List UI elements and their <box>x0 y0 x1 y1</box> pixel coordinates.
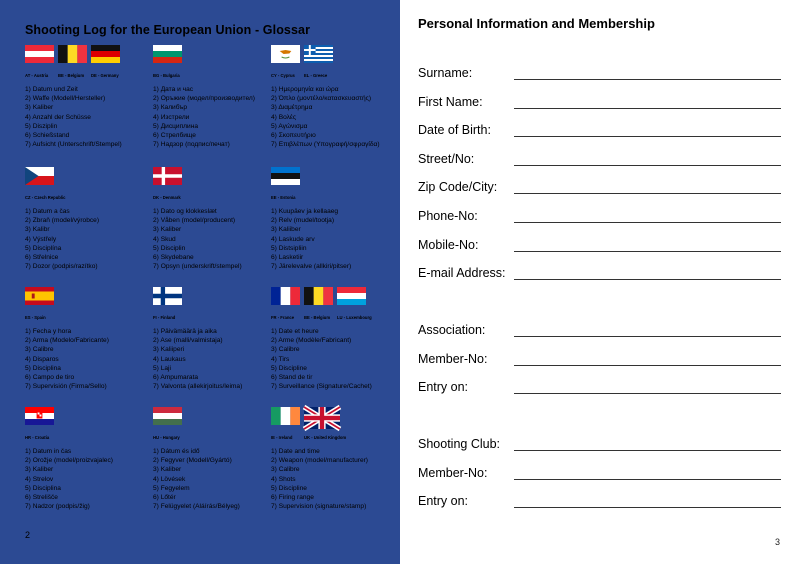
term-item: 3) Kaliber <box>25 466 54 474</box>
flag-row <box>271 45 396 71</box>
flag-hungary-icon <box>153 407 182 430</box>
term-item: 2) Waffe (Modell/Hersteller) <box>25 95 106 103</box>
glossary-block <box>271 167 396 271</box>
fill-in-line[interactable] <box>514 365 781 366</box>
country-code-row <box>153 71 278 80</box>
term-item: 1) Datum und Zeit <box>25 86 78 93</box>
form-field <box>418 95 783 115</box>
glossary-block <box>271 407 396 511</box>
form-field <box>418 180 783 200</box>
glossary-block <box>25 167 150 271</box>
term-item: 7) Dozor (podpis/razítko) <box>25 263 98 271</box>
country-code: CZ - Czech Republic <box>25 195 66 200</box>
term-list <box>25 207 150 271</box>
flag-czech-republic-icon <box>25 167 54 190</box>
country-code-row <box>271 193 396 202</box>
term-item: 5) Discipline <box>271 484 307 492</box>
term-item: 6) Firing range <box>271 494 314 502</box>
term-item: 4) Βολές <box>271 113 297 121</box>
flag-row <box>25 167 150 193</box>
country-code: BG - Bulgaria <box>153 73 180 78</box>
country-code-row <box>153 433 278 442</box>
term-item: 3) Калибър <box>153 104 188 112</box>
field-label: E-mail Address: <box>418 266 506 281</box>
glossary-block <box>153 407 278 511</box>
term-item: 3) Calibre <box>25 346 54 354</box>
country-code: EE - Estonia <box>271 195 296 200</box>
term-item: 1) Fecha y hora <box>25 328 72 335</box>
form-field <box>418 494 783 514</box>
term-list <box>153 207 278 271</box>
term-item: 5) Disciplina <box>25 484 61 492</box>
glossary-block <box>153 45 278 149</box>
form-field <box>418 466 783 486</box>
term-item: 1) Kuupäev ja kellaaeg <box>271 208 339 215</box>
form-field <box>418 437 783 457</box>
term-item: 7) Надзор (подпис/печат) <box>153 141 230 149</box>
country-code-row <box>271 71 396 80</box>
flag-estonia-icon <box>271 167 300 190</box>
term-item: 4) Anzahl der Schüsse <box>25 113 91 121</box>
term-item: 7) Nadzor (podpis/žig) <box>25 503 90 511</box>
country-code-row <box>25 433 150 442</box>
term-item: 3) Kaliber <box>153 466 182 474</box>
fill-in-line[interactable] <box>514 279 781 280</box>
glossary-block <box>153 287 278 391</box>
term-item: 7) Järelevalve (allkiri/pitser) <box>271 263 352 271</box>
flag-croatia-icon <box>25 407 54 430</box>
glossary-title: Shooting Log for the European Union - Glossar <box>25 23 311 37</box>
term-item: 4) Lövések <box>153 475 186 483</box>
country-code: FR - France <box>271 315 295 320</box>
term-item: 2) Όπλο (μοντέλο/κατασκευαστής) <box>271 95 372 103</box>
term-item: 2) Zbraň (model/výrobce) <box>25 217 100 225</box>
flag-row <box>153 407 278 433</box>
term-list <box>25 327 150 391</box>
term-item: 7) Felügyelet (Aláírás/Bélyeg) <box>153 503 240 511</box>
term-item: 6) Lőtér <box>153 494 176 502</box>
page-number-left: 2 <box>25 530 31 540</box>
term-item: 4) Skud <box>153 235 176 243</box>
term-item: 5) Laji <box>153 364 171 372</box>
country-code-row <box>25 71 150 80</box>
term-item: 6) Стрелбище <box>153 132 196 140</box>
term-item: 7) Opsyn (underskrift/stempel) <box>153 263 242 271</box>
flag-row <box>271 407 396 433</box>
field-label: Member-No: <box>418 351 488 366</box>
flag-france-icon <box>271 287 300 310</box>
country-code-row <box>153 193 278 202</box>
term-item: 3) Kaliber <box>25 104 54 112</box>
country-code: FI - Finland <box>153 315 176 320</box>
term-item: 5) Дисциплина <box>153 122 199 130</box>
form-field <box>418 209 783 229</box>
term-item: 4) Disparos <box>25 355 59 363</box>
term-item: 2) Fegyver (Modell/Gyártó) <box>153 457 232 465</box>
term-item: 4) Laskude arv <box>271 235 315 243</box>
term-item: 2) Оръжие (модел/производител) <box>153 95 255 103</box>
field-label: First Name: <box>418 94 483 109</box>
term-item: 1) Päivämäärä ja aika <box>153 328 217 335</box>
term-item: 7) Aufsicht (Unterschrift/Stempel) <box>25 141 122 149</box>
flag-united-kingdom-icon <box>304 407 340 434</box>
flag-row <box>25 45 150 71</box>
term-item: 5) Discipline <box>271 364 307 372</box>
term-item: 3) Kaliber <box>153 226 182 234</box>
flag-row <box>25 287 150 313</box>
country-code: ES - Spain <box>25 315 46 320</box>
term-item: 1) Ημερομηνία και ώρα <box>271 86 339 93</box>
term-item: 2) Arma (Modelo/Fabricante) <box>25 337 109 345</box>
flag-luxembourg-icon <box>337 287 366 310</box>
term-item: 3) Calibre <box>271 346 300 354</box>
field-label: Entry on: <box>418 380 469 395</box>
term-list <box>25 447 150 511</box>
fill-in-line[interactable] <box>514 222 781 223</box>
term-item: 4) Výstřely <box>25 235 57 243</box>
field-label: Zip Code/City: <box>418 180 498 195</box>
term-item: 2) Weapon (model/manufacturer) <box>271 457 368 465</box>
term-item: 4) Laukaus <box>153 355 186 363</box>
term-item: 7) Valvonta (allekirjoitus/leima) <box>153 383 243 391</box>
term-item: 6) Strelišče <box>25 494 58 502</box>
term-item: 6) Skydebane <box>153 254 194 262</box>
term-item: 5) Distsipliin <box>271 244 307 252</box>
glossary-block <box>25 287 150 391</box>
term-item: 5) Disziplin <box>25 122 58 130</box>
term-item: 3) Kalibr <box>25 226 50 234</box>
fill-in-line[interactable] <box>514 507 781 508</box>
term-item: 7) Surveillance (Signature/Cachet) <box>271 383 372 391</box>
fill-in-line[interactable] <box>514 79 781 80</box>
term-list <box>271 327 396 391</box>
flag-greece-icon <box>304 45 333 68</box>
term-item: 7) Supervisión (Firma/Sello) <box>25 383 107 391</box>
fill-in-line[interactable] <box>514 108 781 109</box>
term-item: 5) Disciplin <box>153 244 186 252</box>
term-item: 6) Stand de tir <box>271 374 313 382</box>
country-code: CY - Cyprus <box>271 73 295 78</box>
term-item: 4) Shots <box>271 475 296 483</box>
glossary-block <box>271 45 396 149</box>
form-field <box>418 66 783 86</box>
flag-belgium-icon <box>58 45 87 68</box>
form-field <box>418 238 783 258</box>
country-code: DE - Germany <box>91 73 119 78</box>
term-item: 4) Tirs <box>271 355 290 363</box>
field-label: Mobile-No: <box>418 237 479 252</box>
flag-austria-icon <box>25 45 54 68</box>
fill-in-line[interactable] <box>514 393 781 394</box>
term-item: 5) Disciplina <box>25 364 61 372</box>
country-code-row <box>271 433 396 442</box>
flag-denmark-icon <box>153 167 182 190</box>
page-number-right: 3 <box>775 537 781 547</box>
term-item: 4) Strelov <box>25 475 54 483</box>
country-code: EL - Greece <box>304 73 328 78</box>
form-field <box>418 266 783 286</box>
fill-in-line[interactable] <box>514 450 781 451</box>
fill-in-line[interactable] <box>514 165 781 166</box>
country-code-row <box>25 193 150 202</box>
term-item: 6) Σκοπευτήριο <box>271 132 316 140</box>
term-item: 3) Διαμέτρημα <box>271 104 313 112</box>
term-item: 7) Επιβλέπων (Υπογραφή/σφραγίδα) <box>271 141 380 149</box>
flag-belgium-icon <box>304 287 333 310</box>
fill-in-line[interactable] <box>514 136 781 137</box>
flag-germany-icon <box>91 45 120 68</box>
country-code-row <box>153 313 278 322</box>
term-list <box>271 447 396 511</box>
term-item: 1) Дата и час <box>153 86 194 93</box>
term-item: 5) Αγώνισμα <box>271 122 308 130</box>
term-item: 6) Lasketiir <box>271 254 304 262</box>
form-field <box>418 380 783 400</box>
field-label: Surname: <box>418 66 473 80</box>
term-item: 2) Våben (model/producent) <box>153 217 236 225</box>
term-item: 2) Relv (mudel/tootja) <box>271 217 335 225</box>
form-field <box>418 152 783 172</box>
term-item: 2) Orožje (model/proizvajalec) <box>25 457 113 465</box>
fill-in-line[interactable] <box>514 336 781 337</box>
glossary-block <box>153 167 278 271</box>
term-item: 7) Supervision (signature/stamp) <box>271 503 367 511</box>
field-label: Member-No: <box>418 465 488 480</box>
term-list <box>153 85 278 149</box>
flag-row <box>25 407 150 433</box>
flag-bulgaria-icon <box>153 45 182 68</box>
form-field <box>418 123 783 143</box>
flag-row <box>271 287 396 313</box>
country-code: HR - Croatia <box>25 435 50 440</box>
term-item: 1) Datum in čas <box>25 448 72 455</box>
field-label: Association: <box>418 323 486 337</box>
flag-row <box>153 287 278 313</box>
field-label: Date of Birth: <box>418 123 491 138</box>
term-item: 6) Schießstand <box>25 132 70 140</box>
term-item: 3) Kaliiber <box>271 226 301 234</box>
country-code: IE - Ireland <box>271 435 293 440</box>
fill-in-line[interactable] <box>514 479 781 480</box>
term-item: 2) Arme (Modèle/Fabricant) <box>271 337 352 345</box>
flag-row <box>153 167 278 193</box>
term-list <box>271 85 396 149</box>
country-code: UK - United Kingdom <box>304 435 347 440</box>
country-code: HU - Hungary <box>153 435 180 440</box>
term-item: 5) Disciplína <box>25 244 62 252</box>
fill-in-line[interactable] <box>514 193 781 194</box>
term-item: 6) Campo de tiro <box>25 374 75 382</box>
field-label: Shooting Club: <box>418 437 501 451</box>
form-field <box>418 323 783 343</box>
form-field <box>418 352 783 372</box>
term-item: 1) Date et heure <box>271 328 319 335</box>
glossary-block <box>25 407 150 511</box>
term-item: 4) Изстрели <box>153 113 190 121</box>
country-code-row <box>271 313 396 322</box>
term-item: 6) Ampumarata <box>153 374 199 382</box>
term-item: 1) Date and time <box>271 448 320 455</box>
glossary-block <box>25 45 150 149</box>
field-label: Street/No: <box>418 151 475 166</box>
term-item: 2) Ase (malli/valmistaja) <box>153 337 223 345</box>
country-code: BE - Belgium <box>58 73 85 78</box>
term-list <box>153 327 278 391</box>
country-code: DK - Denmark <box>153 195 181 200</box>
field-label: Phone-No: <box>418 209 478 223</box>
term-item: 1) Dátum és idő <box>153 448 200 455</box>
flag-cyprus-icon <box>271 45 300 68</box>
fill-in-line[interactable] <box>514 251 781 252</box>
flag-row <box>153 45 278 71</box>
field-label: Entry on: <box>418 494 469 509</box>
glossary-block <box>271 287 396 391</box>
term-item: 3) Calibre <box>271 466 300 474</box>
country-code: LU - Luxembourg <box>337 315 372 320</box>
country-code: AT - Austria <box>25 73 49 78</box>
country-code-row <box>25 313 150 322</box>
flag-finland-icon <box>153 287 182 310</box>
flag-row <box>271 167 396 193</box>
term-list <box>153 447 278 511</box>
term-item: 5) Fegyelem <box>153 484 190 492</box>
term-list <box>25 85 150 149</box>
term-item: 1) Datum a čas <box>25 208 70 215</box>
term-item: 3) Kaliiperi <box>153 346 185 354</box>
term-item: 6) Střelnice <box>25 254 59 262</box>
page-title: Personal Information and Membership <box>418 16 655 31</box>
country-code: BE - Belgium <box>304 315 331 320</box>
flag-ireland-icon <box>271 407 300 430</box>
term-item: 1) Dato og klokkeslæt <box>153 208 217 215</box>
flag-spain-icon <box>25 287 54 310</box>
term-list <box>271 207 396 271</box>
